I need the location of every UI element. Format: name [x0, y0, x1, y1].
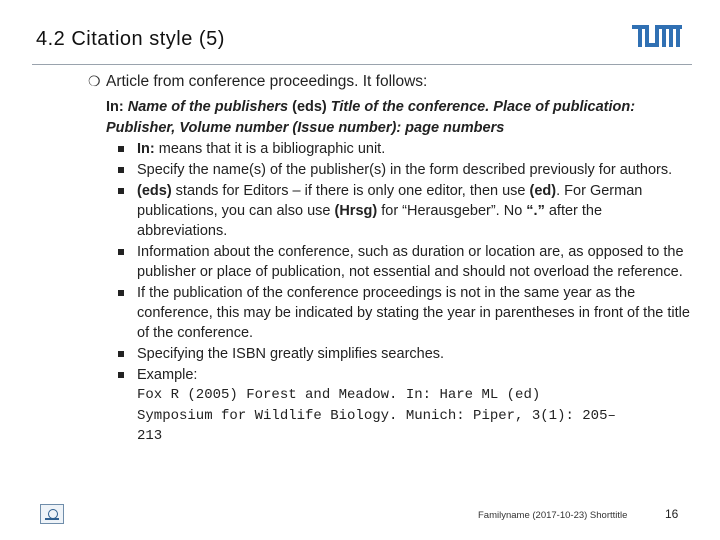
main-bullet-lead: Article from conference proceedings. — [106, 73, 359, 90]
list-item: Information about the conference, such as duration or location are, as opposed to the publisher or place of publication, not essential and should not overload the reference. — [118, 242, 694, 282]
format-name-part: Name of the publishers — [127, 99, 289, 115]
tum-logo-icon — [632, 25, 682, 47]
citation-format — [106, 97, 666, 139]
list-item: If the publication of the conference proceedings is not in the same year as the conference, this may be indicated by stating the year in parentheses in front of the title of the conference. — [118, 283, 694, 343]
page-number: 16 — [665, 507, 679, 521]
main-bullet-tail: It follows: — [358, 73, 428, 90]
list-item: Example: Fox R (2005) Forest and Meadow. In: Hare ML (ed) Symposium for Wildlife Biology. Munich: Piper, 3(1): 205– 213 — [118, 365, 694, 447]
example-line: Symposium for Wildlife Biology. Munich: Piper, 3(1): 205– — [137, 407, 616, 424]
square-bullet-icon — [118, 146, 124, 152]
bullet-marker: ❍ — [88, 73, 101, 89]
square-bullet-icon — [118, 188, 124, 194]
example-line: Fox R (2005) Forest and Meadow. In: Hare ML (ed) — [137, 387, 541, 403]
square-bullet-icon — [118, 351, 124, 357]
square-bullet-icon — [118, 372, 124, 378]
sub-bullet-list — [118, 139, 694, 448]
square-bullet-icon — [118, 290, 124, 296]
format-in-label: In: — [106, 99, 128, 115]
list-item: (eds) stands for Editors – if there is only one editor, then use (ed). For German publications, you can also use (Hrsg) for “Herausgeber”. No “.” after the abbreviations. — [118, 181, 694, 241]
square-bullet-icon — [118, 249, 124, 255]
slide-title: 4.2 Citation style (5) — [36, 28, 225, 50]
format-eds: (eds) — [288, 99, 331, 115]
main-bullet — [106, 73, 427, 91]
list-item: Specifying the ISBN greatly simplifies searches. — [118, 344, 694, 364]
square-bullet-icon — [118, 167, 124, 173]
footer-text: Familyname (2017-10-23) Shorttitle — [478, 510, 628, 521]
example-line: 213 — [137, 428, 163, 444]
list-item: In: means that it is a bibliographic unit. — [118, 139, 694, 159]
format-rest: Title of the conference. Place of publication: Publisher, Volume number (Issue number): page numbers — [106, 99, 636, 136]
title-divider — [32, 64, 692, 65]
home-icon[interactable] — [40, 504, 64, 524]
list-item: Specify the name(s) of the publisher(s) in the form described previously for authors. — [118, 160, 694, 180]
